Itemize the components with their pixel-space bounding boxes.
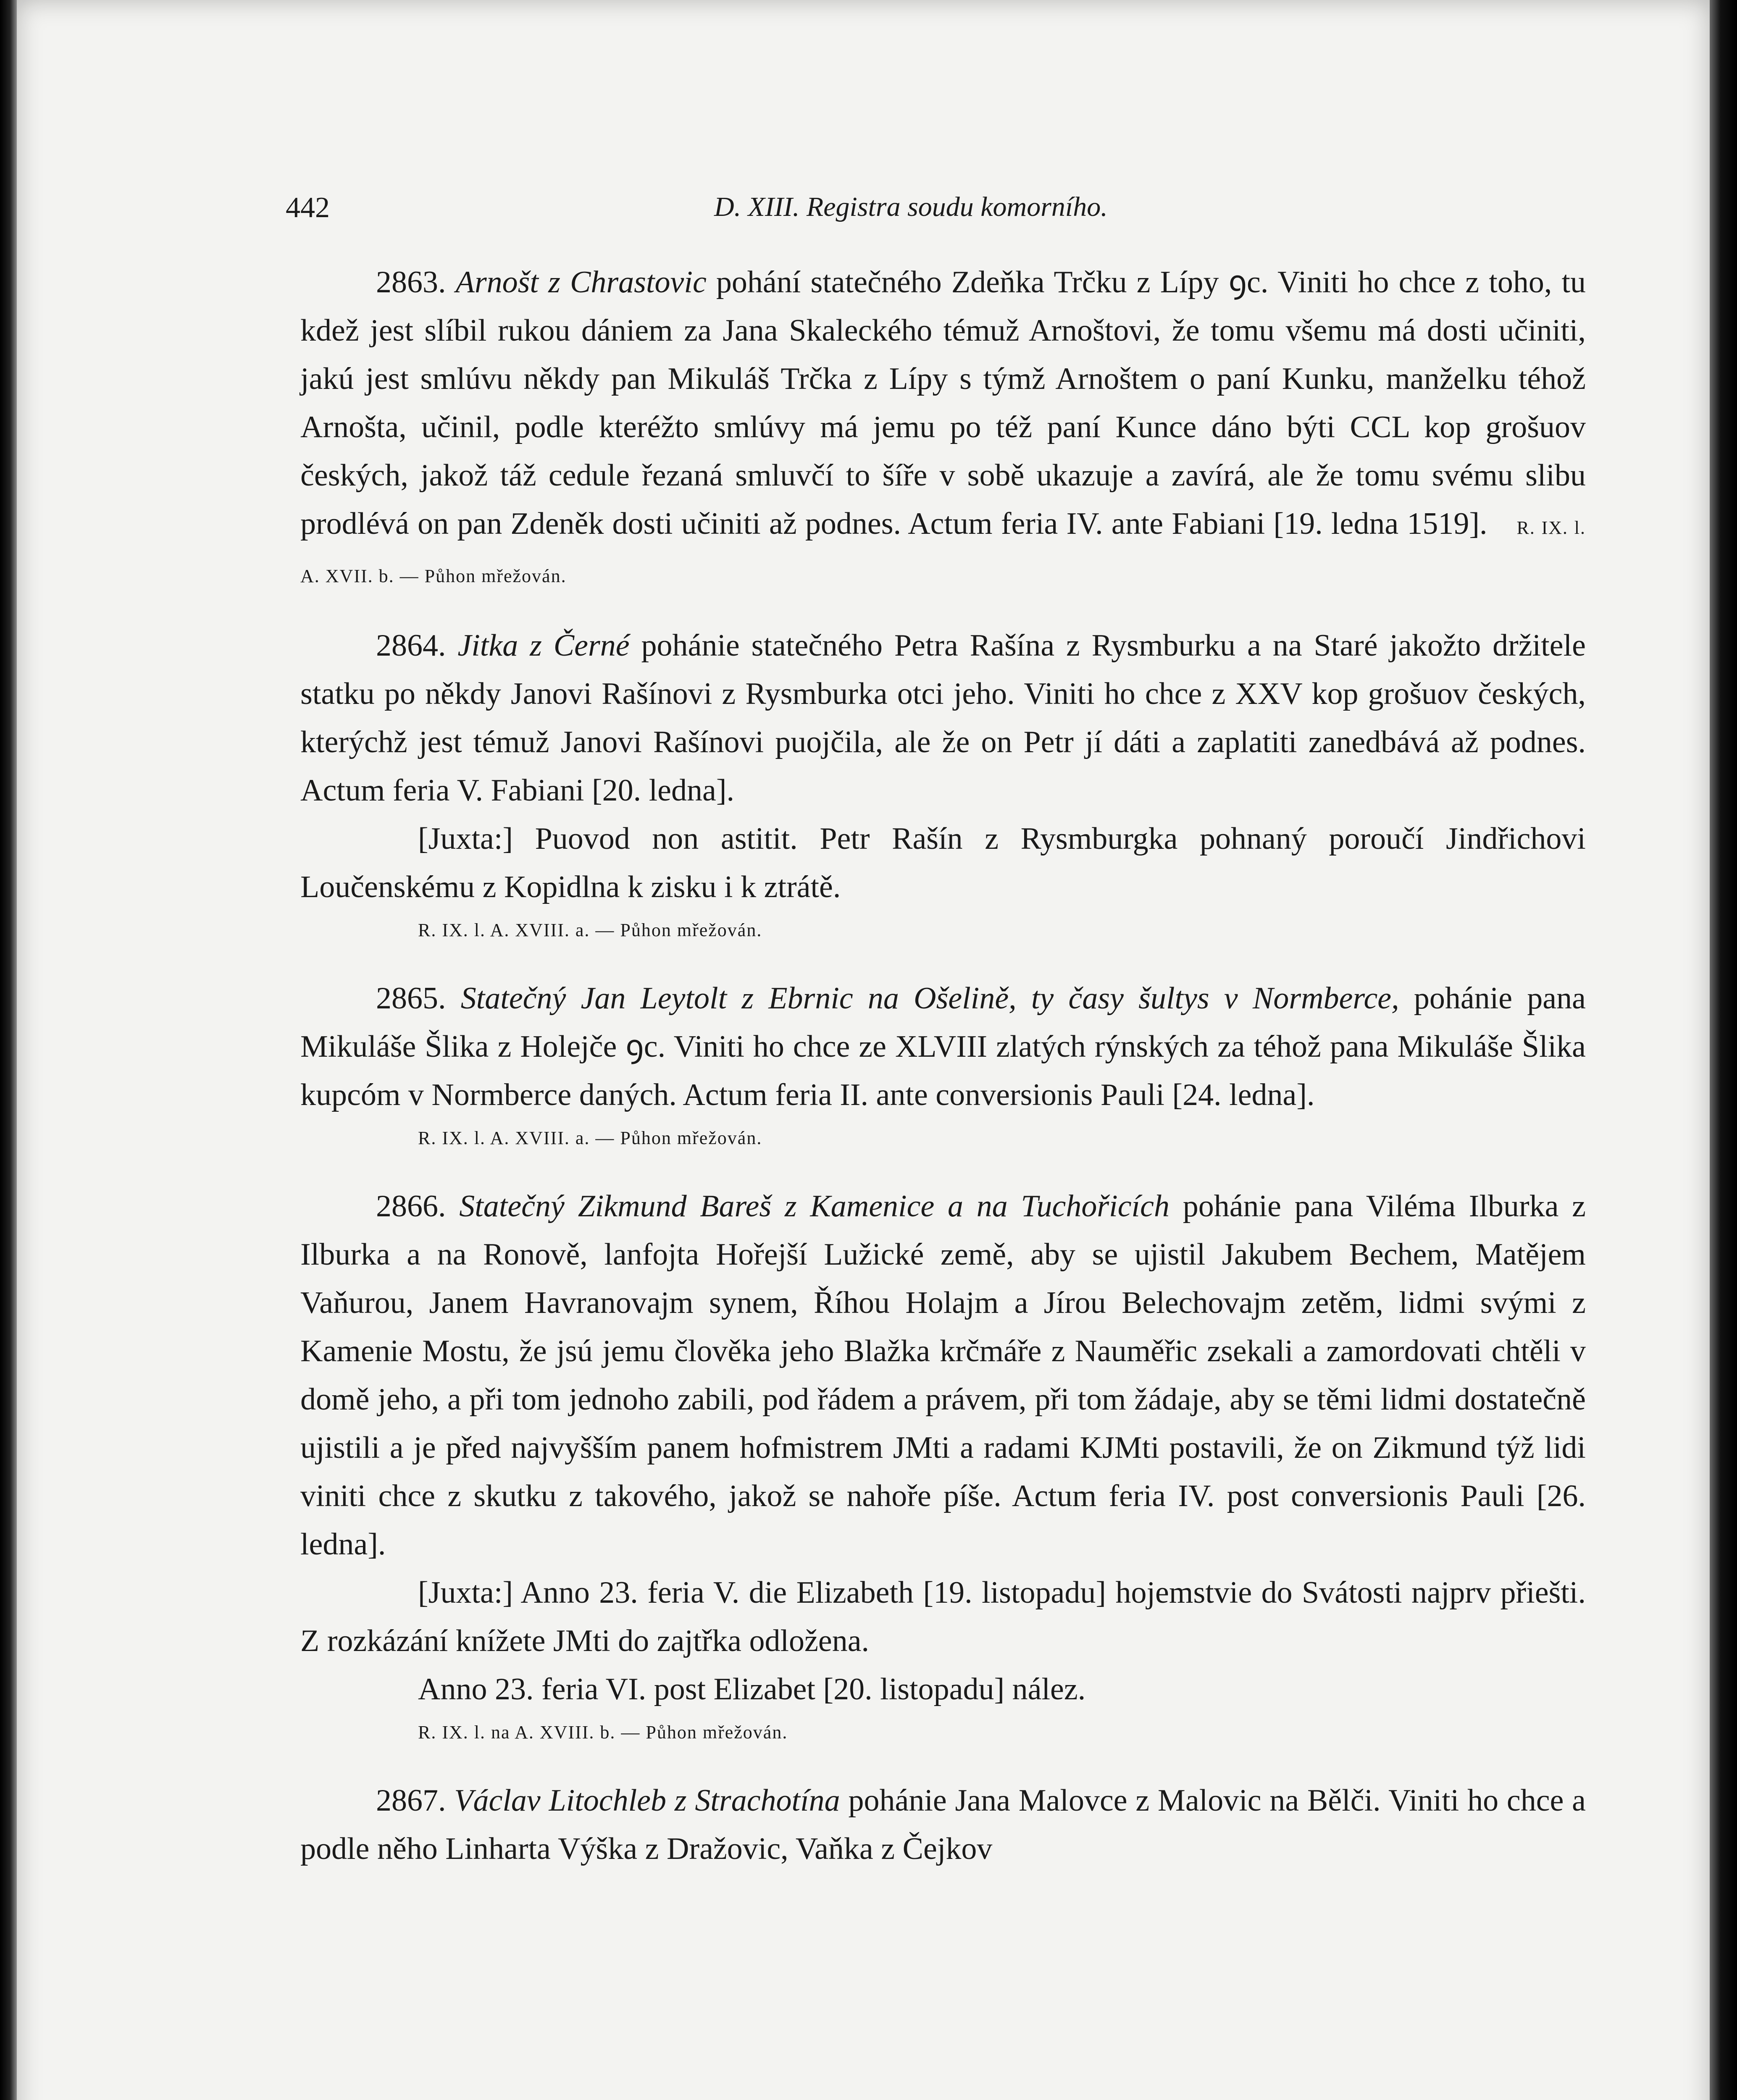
entry-number: 2867. bbox=[376, 1783, 446, 1818]
entry-paragraph bbox=[300, 622, 1586, 815]
entry-text: pohání statečného Zdeňka Trčku z Lípy ꝯc. Viniti ho chce z toho, tu kdež jest slíbil rukou dániem za Jana Skaleckého témuž Arnoštovi, že tomu všemu má dosti učiniti, jakú jest smlúvu někdy pan Mikuláš Trčka z Lípy s týmž Arnoštem o paní Kunku, manželku téhož Arnošta, učinil, podle kteréžto smlúvy má jemu po též paní Kunce dáno býti CCL kop grošuov českých, jakož táž cedule řezaná smluvčí to šíře v sobě ukazuje a zavírá, ale že tomu svému slibu prodlévá on pan Zdeněk dosti učiniti až podnes. Actum feria IV. ante Fabiani [19. ledna 1519]. bbox=[300, 265, 1586, 541]
scan-border-left bbox=[0, 0, 17, 2100]
source-reference: R. IX. l. A. XVIII. a. — Půhon mřežován. bbox=[418, 1128, 762, 1148]
entry-party-name: Statečný Jan Leytolt z Ebrnic na Ošelině, ty časy šultys v Normberce, bbox=[460, 981, 1399, 1016]
scan-border-right bbox=[1710, 0, 1737, 2100]
entry-paragraph bbox=[300, 974, 1586, 1119]
entry-text: pohánie Jana Malovce z Malovic na Bělči. Viniti ho chce a podle něho Linharta Výška z Dražovic, Vaňka z Čejkov bbox=[300, 1783, 1586, 1866]
entry-text: pohánie statečného Petra Rašína z Rysmburku a na Staré jakožto držitele statku po někdy Janovi Rašínovi z Rysmburka otci jeho. Viniti ho chce z XXV kop grošuov českých, kterýchž jest témuž Janovi Rašínovi puojčila, ale že on Petr jí dáti a zaplatiti zanedbává až podnes. Actum feria V. Fabiani [20. ledna]. bbox=[300, 628, 1586, 808]
page-body bbox=[300, 258, 1586, 1898]
running-title: D. XIII. Registra soudu komorního. bbox=[714, 192, 1108, 222]
entry-party-name: Statečný Zikmund Bareš z Kamenice a na Tuchořicích bbox=[459, 1189, 1169, 1223]
entry-party-name: Václav Litochleb z Strachotína bbox=[454, 1783, 840, 1818]
entry-text: pohánie pana Viléma Ilburka z Ilburka a na Ronově, lanfojta Hořejší Lužické země, aby se ujistil Jakubem Bechem, Matějem Vaňurou, Janem Havranovajm synem, Říhou Holajm a Jírou Belechovajm zetěm, lidmi svými z Kamenie Mostu, že jsú jemu člověka jeho Blažka krčmáře z Nauměřic zsekali a zamordovati chtěli v domě jeho, a při tom jednoho zabili, pod řádem a právem, při tom žádaje, aby se těmi lidmi dostatečně ujistili a je před najvyšším panem hofmistrem JMti a radami KJMti postavili, že on Zikmund týž lidi viniti chce z skutku z takového, jakož se nahoře píše. Actum feria IV. post conversionis Pauli [26. ledna]. bbox=[300, 1189, 1586, 1562]
source-reference: R. IX. l. na A. XVIII. b. — Půhon mřežován. bbox=[418, 1722, 788, 1743]
entry-2865 bbox=[300, 974, 1586, 1157]
entry-paragraph bbox=[300, 1182, 1586, 1569]
entry-2866 bbox=[300, 1182, 1586, 1751]
entry-text: pohánie pana Mikuláše Šlika z Holejče ꝯc. Viniti ho chce ze XLVIII zlatých rýnských za téhož pana Mikuláše Šlika kupcóm v Normberce daných. Actum feria II. ante conversionis Pauli [24. ledna]. bbox=[300, 981, 1586, 1112]
entry-2863 bbox=[300, 258, 1586, 596]
page-header bbox=[286, 191, 1592, 229]
entry-number: 2864. bbox=[376, 628, 446, 663]
entry-number: 2863. bbox=[376, 265, 446, 299]
entry-paragraph bbox=[300, 258, 1586, 596]
entry-party-name: Jitka z Černé bbox=[457, 628, 630, 663]
entry-number: 2865. bbox=[376, 981, 446, 1016]
entry-party-name: Arnošt z Chrastovic bbox=[455, 265, 707, 299]
entry-number: 2866. bbox=[376, 1189, 446, 1223]
entry-note: [Juxta:] Puovod non astitit. Petr Rašín z Rysmburgka pohnaný poroučí Jindřichovi Loučenskému z Kopidlna k zisku i k ztrátě. bbox=[300, 822, 1586, 904]
entry-2867 bbox=[300, 1777, 1586, 1873]
source-reference: R. IX. l. A. XVIII. a. — Půhon mřežován. bbox=[418, 920, 762, 940]
entry-note: [Juxta:] Anno 23. feria V. die Elizabeth [19. listopadu] hojemstvie do Svátosti najprv přiešti. Z rozkázání knížete JMti do zajtřka odložena. bbox=[300, 1575, 1586, 1658]
source-reference: R. IX. l. A. XVII. b. — Půhon mřežován. bbox=[300, 517, 1586, 586]
entry-note: Anno 23. feria VI. post Elizabet [20. listopadu] nález. bbox=[418, 1672, 1086, 1706]
entry-2864 bbox=[300, 622, 1586, 949]
page-number: 442 bbox=[286, 192, 330, 224]
entry-paragraph bbox=[300, 1777, 1586, 1873]
